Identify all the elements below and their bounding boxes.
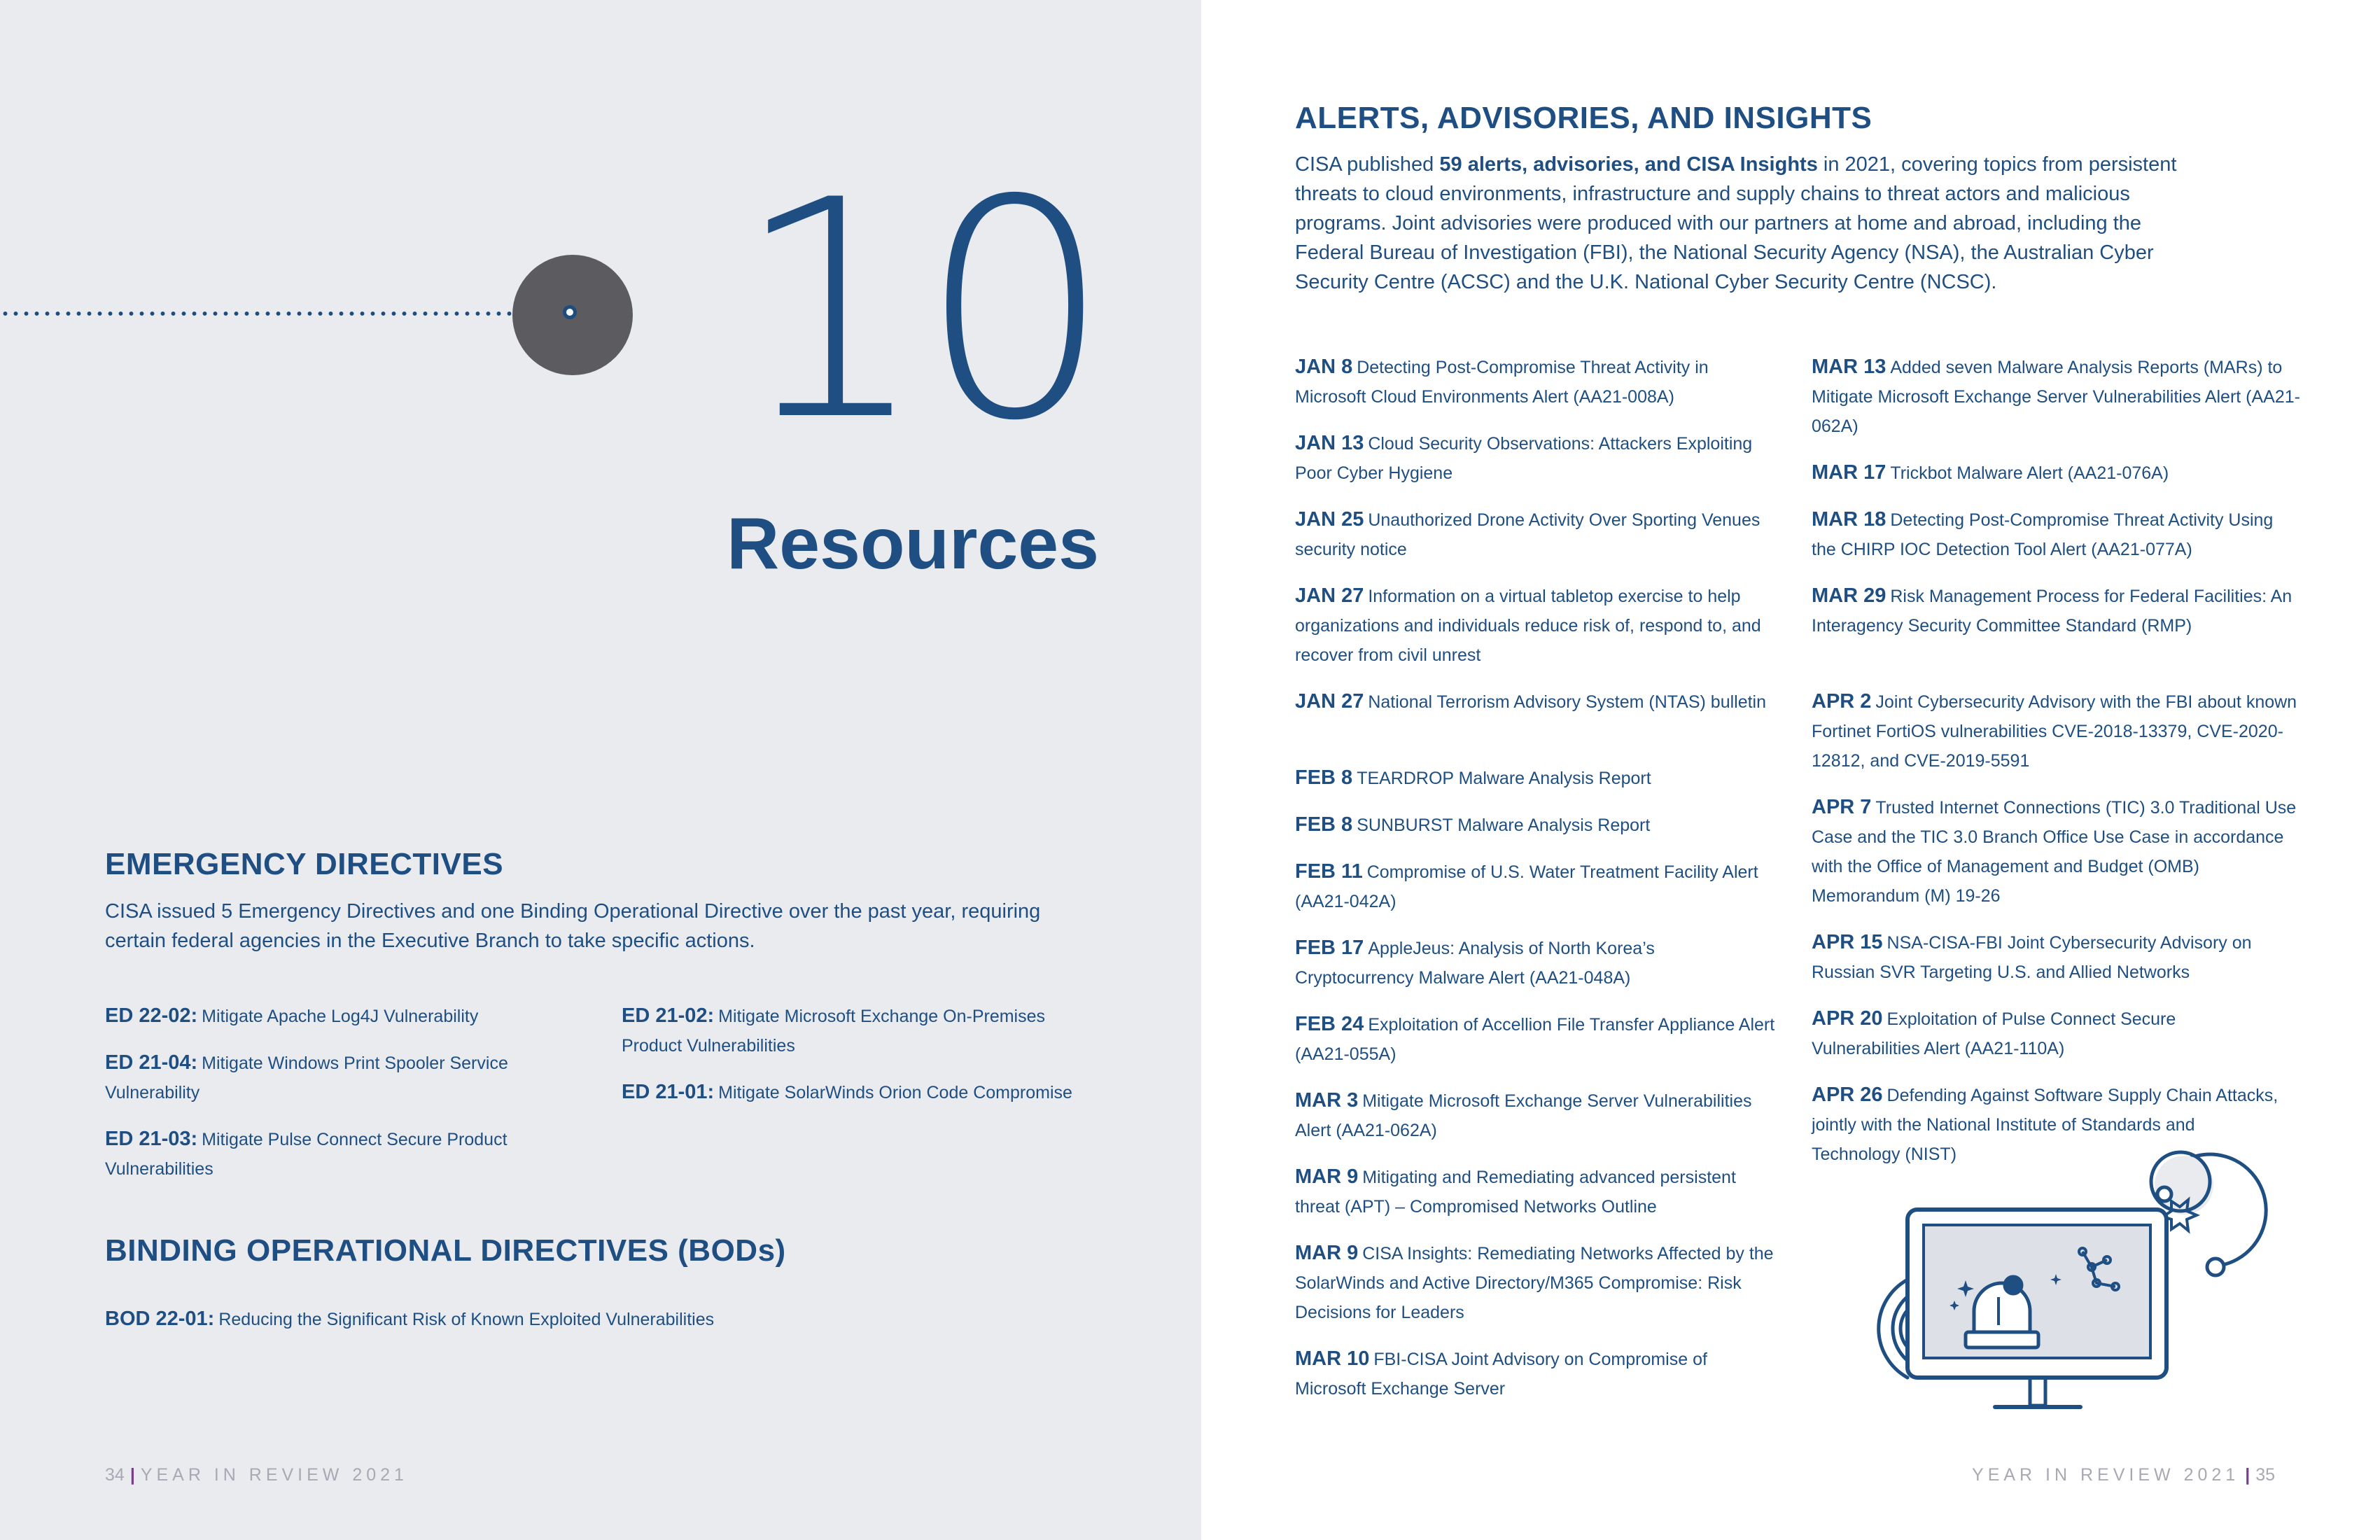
directive-label: ED 21-03:: [105, 1128, 198, 1150]
alert-item: [1295, 763, 1771, 793]
alert-date: MAR 17: [1812, 461, 1886, 484]
footer-title: YEAR IN REVIEW 2021: [140, 1465, 408, 1485]
alert-date: MAR 29: [1812, 584, 1886, 607]
alerts-intro: [1295, 150, 2205, 297]
alert-date: MAR 13: [1812, 356, 1886, 378]
alert-text: Detecting Post-Compromise Threat Activity Using the CHIRP IOC Detection Tool Alert (AA21-077A): [1812, 510, 2274, 559]
timeline-marker-dot: [563, 305, 577, 319]
alert-item: [1295, 687, 1771, 717]
alert-date: MAR 10: [1295, 1348, 1370, 1370]
alert-item: [1295, 1238, 1778, 1327]
right-footer: [1972, 1465, 2275, 1485]
alert-text: Detecting Post-Compromise Threat Activity in Microsoft Cloud Environments Alert (AA21-008A): [1295, 358, 1709, 407]
alert-text: Added seven Malware Analysis Reports (MARs) to Mitigate Microsoft Exchange Server Vulnerabilities Alert (AA21-062A): [1812, 358, 2300, 436]
alert-item: [1812, 927, 2288, 987]
footer-title: YEAR IN REVIEW 2021: [1972, 1465, 2240, 1485]
alert-date: FEB 8: [1295, 813, 1353, 836]
alert-text: NSA-CISA-FBI Joint Cybersecurity Advisory on Russian SVR Targeting U.S. and Allied Networks: [1812, 933, 2252, 982]
directive-item: [622, 1001, 1098, 1060]
alert-item: [1295, 352, 1771, 412]
alerts-heading: ALERTS, ADVISORIES, AND INSIGHTS: [1295, 101, 1872, 135]
directive-item: [622, 1077, 1126, 1107]
bod-label: BOD 22-01:: [105, 1308, 215, 1330]
alert-item: [1295, 1162, 1778, 1222]
alert-date: FEB 11: [1295, 860, 1363, 883]
alert-item: [1812, 352, 2302, 441]
bod-text: Reducing the Significant Risk of Known Exploited Vulnerabilities: [218, 1310, 715, 1329]
alert-text: Exploitation of Pulse Connect Secure Vulnerabilities Alert (AA21-110A): [1812, 1009, 2176, 1058]
alert-text: Compromise of U.S. Water Treatment Facility Alert (AA21-042A): [1295, 862, 1758, 911]
alert-text: Cloud Security Observations: Attackers Exploiting Poor Cyber Hygiene: [1295, 434, 1753, 483]
alert-text: CISA Insights: Remediating Networks Affected by the SolarWinds and Active Directory/M365 Compromise: Risk Decisions for Leaders: [1295, 1244, 1774, 1322]
directive-label: ED 21-02:: [622, 1004, 715, 1027]
bod-item: [105, 1304, 1015, 1334]
alert-text: AppleJeus: Analysis of North Korea’s Cryptocurrency Malware Alert (AA21-048A): [1295, 939, 1655, 988]
alert-date: APR 2: [1812, 690, 1872, 713]
chapter-title: Resources: [727, 503, 1099, 584]
directive-item: [105, 1048, 511, 1107]
alert-text: Defending Against Software Supply Chain Attacks, jointly with the National Institute of Standards and Technology (NIST): [1812, 1086, 2278, 1164]
alert-item: [1295, 933, 1771, 993]
alert-item: [1812, 505, 2288, 564]
alert-date: MAR 9: [1295, 1242, 1359, 1264]
alert-item: [1812, 687, 2302, 776]
alerts-intro-suffix: in 2021, covering topics from persistent threats to cloud environments, infrastructure and supply chains to threat actors and malicious programs. Joint advisories were produced with our partners at home and abroad, including the Federal Bureau of Investigation (FBI), the National Security Agency (NSA), the Australian Cyber Security Centre (ACSC) and the U.K. National Cyber Security Centre (NCSC).: [1295, 153, 2177, 293]
alert-date: JAN 13: [1295, 432, 1364, 454]
alert-text: Trickbot Malware Alert (AA21-076A): [1890, 463, 2169, 483]
alert-text: Joint Cybersecurity Advisory with the FBI about known Fortinet FortiOS vulnerabilities CVE-2018-13379, CVE-2020-12812, and CVE-2019-5591: [1812, 692, 2297, 771]
emergency-directives-heading: EMERGENCY DIRECTIVES: [105, 847, 504, 881]
alert-date: APR 26: [1812, 1084, 1883, 1106]
alert-item: [1295, 1344, 1771, 1404]
directive-label: ED 22-02:: [105, 1004, 198, 1027]
alert-item: [1295, 1086, 1771, 1145]
directive-text: Mitigate Windows Print Spooler Service Vulnerability: [105, 1054, 508, 1102]
dotted-timeline-line: [0, 310, 532, 317]
alert-item: [1295, 505, 1771, 564]
alert-text: SUNBURST Malware Analysis Report: [1357, 816, 1651, 835]
alert-date: FEB 17: [1295, 937, 1364, 959]
alert-date: APR 20: [1812, 1007, 1883, 1030]
alert-text: Risk Management Process for Federal Facilities: An Interagency Security Committee Standard (RMP): [1812, 587, 2292, 636]
alert-item: [1812, 1004, 2288, 1063]
alert-text: TEARDROP Malware Analysis Report: [1357, 769, 1651, 788]
alert-date: JAN 25: [1295, 508, 1364, 531]
alert-item: [1295, 810, 1771, 840]
alert-item: [1812, 458, 2302, 488]
alert-text: Mitigate Microsoft Exchange Server Vulnerabilities Alert (AA21-062A): [1295, 1091, 1752, 1140]
directive-text: Mitigate Apache Log4J Vulnerability: [202, 1007, 479, 1026]
alert-date: MAR 9: [1295, 1166, 1359, 1188]
footer-separator: |: [2245, 1465, 2250, 1485]
alert-item: [1812, 792, 2302, 911]
monitor-alarm-illustration: [1855, 1147, 2275, 1413]
bods-heading: BINDING OPERATIONAL DIRECTIVES (BODs): [105, 1233, 786, 1268]
footer-separator: |: [130, 1465, 135, 1485]
directive-text: Mitigate Pulse Connect Secure Product Vulnerabilities: [105, 1130, 507, 1179]
alert-text: Mitigating and Remediating advanced persistent threat (APT) – Compromised Networks Outline: [1295, 1168, 1736, 1217]
alert-date: FEB 24: [1295, 1013, 1364, 1035]
alert-date: MAR 3: [1295, 1089, 1359, 1112]
directive-item: [105, 1001, 525, 1031]
alert-text: Information on a virtual tabletop exercise to help organizations and individuals reduce risk of, respond to, and recover from civil unrest: [1295, 587, 1761, 665]
alert-date: MAR 18: [1812, 508, 1886, 531]
alert-text: Unauthorized Drone Activity Over Sporting Venues security notice: [1295, 510, 1760, 559]
directive-text: Mitigate SolarWinds Orion Code Compromise: [718, 1083, 1072, 1102]
left-footer: [105, 1465, 408, 1485]
left-page-number: 34: [105, 1465, 125, 1485]
alert-text: FBI-CISA Joint Advisory on Compromise of Microsoft Exchange Server: [1295, 1350, 1707, 1399]
alert-item: [1295, 581, 1771, 670]
directive-text: Mitigate Microsoft Exchange On-Premises Product Vulnerabilities: [622, 1007, 1046, 1056]
alert-date: JAN 8: [1295, 356, 1353, 378]
alert-item: [1812, 581, 2295, 640]
alert-date: JAN 27: [1295, 690, 1364, 713]
alerts-intro-prefix: CISA published: [1295, 153, 1434, 176]
emergency-directives-intro: CISA issued 5 Emergency Directives and one Binding Operational Directive over the past year, requiring certain federal agencies in the Executive Branch to take specific actions.: [105, 900, 1041, 952]
directive-label: ED 21-01:: [622, 1081, 715, 1103]
alert-text: Exploitation of Accellion File Transfer Appliance Alert (AA21-055A): [1295, 1015, 1775, 1064]
alert-date: JAN 27: [1295, 584, 1364, 607]
alert-date: APR 7: [1812, 796, 1872, 818]
alert-item: [1295, 428, 1771, 488]
alert-text: Trusted Internet Connections (TIC) 3.0 Traditional Use Case and the TIC 3.0 Branch Office Use Case in accordance with the Office of Management and Budget (OMB) Memorandum (M) 19-26: [1812, 798, 2297, 906]
alert-date: FEB 8: [1295, 766, 1353, 789]
monitor-icon: [1907, 1210, 2166, 1407]
chapter-number: 10: [735, 136, 1105, 486]
directive-item: [105, 1124, 511, 1184]
alert-text: National Terrorism Advisory System (NTAS) bulletin: [1368, 692, 1767, 712]
alert-date: APR 15: [1812, 931, 1883, 953]
alert-item: [1295, 857, 1771, 916]
right-page-number: 35: [2255, 1465, 2275, 1485]
alert-item: [1295, 1009, 1778, 1069]
alerts-intro-count: 59 alerts, advisories, and CISA Insights: [1439, 153, 1818, 176]
directive-label: ED 21-04:: [105, 1051, 198, 1074]
